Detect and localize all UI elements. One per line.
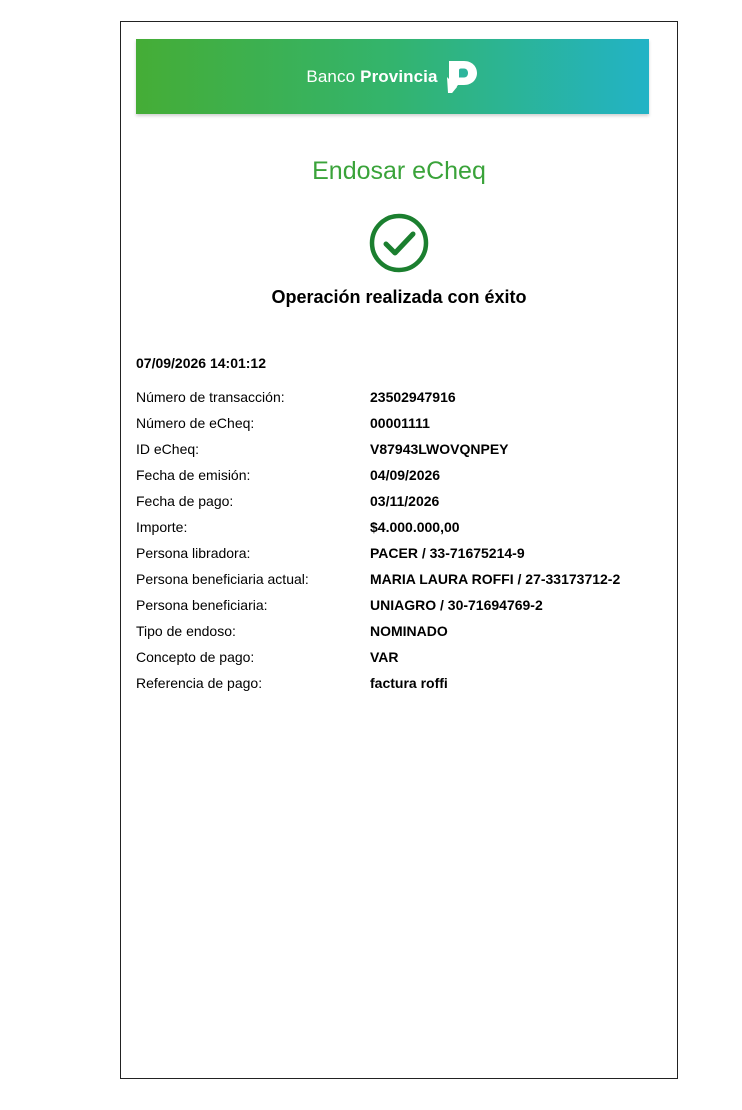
detail-value: 04/09/2026 bbox=[370, 467, 441, 483]
detail-label: Importe: bbox=[136, 519, 188, 535]
detail-row-drawer bbox=[136, 540, 666, 566]
detail-row-issue-date bbox=[136, 462, 666, 488]
detail-label: Número de transacción: bbox=[136, 389, 285, 405]
detail-row-beneficiary bbox=[136, 592, 666, 618]
detail-value: factura roffi bbox=[370, 675, 448, 691]
detail-value: PACER / 33-71675214-9 bbox=[370, 545, 525, 561]
detail-label: Número de eCheq: bbox=[136, 415, 255, 431]
operation-datetime: 07/09/2026 14:01:12 bbox=[136, 355, 266, 371]
detail-value: VAR bbox=[370, 649, 399, 665]
brand-name-bold: Provincia bbox=[360, 66, 438, 86]
detail-value: NOMINADO bbox=[370, 623, 448, 639]
detail-label: Concepto de pago: bbox=[136, 649, 255, 665]
detail-value: 23502947916 bbox=[370, 389, 456, 405]
receipt-panel bbox=[120, 21, 678, 1079]
detail-label: Persona beneficiaria actual: bbox=[136, 571, 309, 587]
bank-logo bbox=[306, 59, 478, 95]
success-message: Operación realizada con éxito bbox=[271, 287, 527, 307]
detail-label: Fecha de emisión: bbox=[136, 467, 251, 483]
detail-label: Persona libradora: bbox=[136, 545, 251, 561]
page-title: Endosar eCheq bbox=[312, 157, 486, 185]
header-banner bbox=[136, 39, 649, 114]
detail-row-current-beneficiary bbox=[136, 566, 666, 592]
detail-value: $4.000.000,00 bbox=[370, 519, 460, 535]
detail-row-payment-reference bbox=[136, 670, 666, 696]
detail-value: V87943LWOVQNPEY bbox=[370, 441, 509, 457]
detail-label: Referencia de pago: bbox=[136, 675, 263, 691]
detail-value: 03/11/2026 bbox=[370, 493, 440, 509]
details-list bbox=[136, 384, 666, 696]
detail-value: UNIAGRO / 30-71694769-2 bbox=[370, 597, 543, 613]
detail-row-payment-date bbox=[136, 488, 666, 514]
detail-label: Persona beneficiaria: bbox=[136, 597, 268, 613]
detail-value: MARIA LAURA ROFFI / 27-33173712-2 bbox=[370, 571, 621, 587]
detail-row-echeq-number bbox=[136, 410, 666, 436]
detail-row-endorsement-type bbox=[136, 618, 666, 644]
detail-row-amount bbox=[136, 514, 666, 540]
detail-value: 00001111 bbox=[370, 415, 430, 431]
detail-row-echeq-id bbox=[136, 436, 666, 462]
brand-name-light: Banco bbox=[306, 66, 356, 86]
detail-row-payment-concept bbox=[136, 644, 666, 670]
detail-label: ID eCheq: bbox=[136, 441, 200, 457]
detail-label: Tipo de endoso: bbox=[136, 623, 236, 639]
bank-logo-icon bbox=[445, 59, 479, 95]
check-circle-icon bbox=[368, 212, 430, 274]
detail-label: Fecha de pago: bbox=[136, 493, 234, 509]
detail-row-transaction-number bbox=[136, 384, 666, 410]
